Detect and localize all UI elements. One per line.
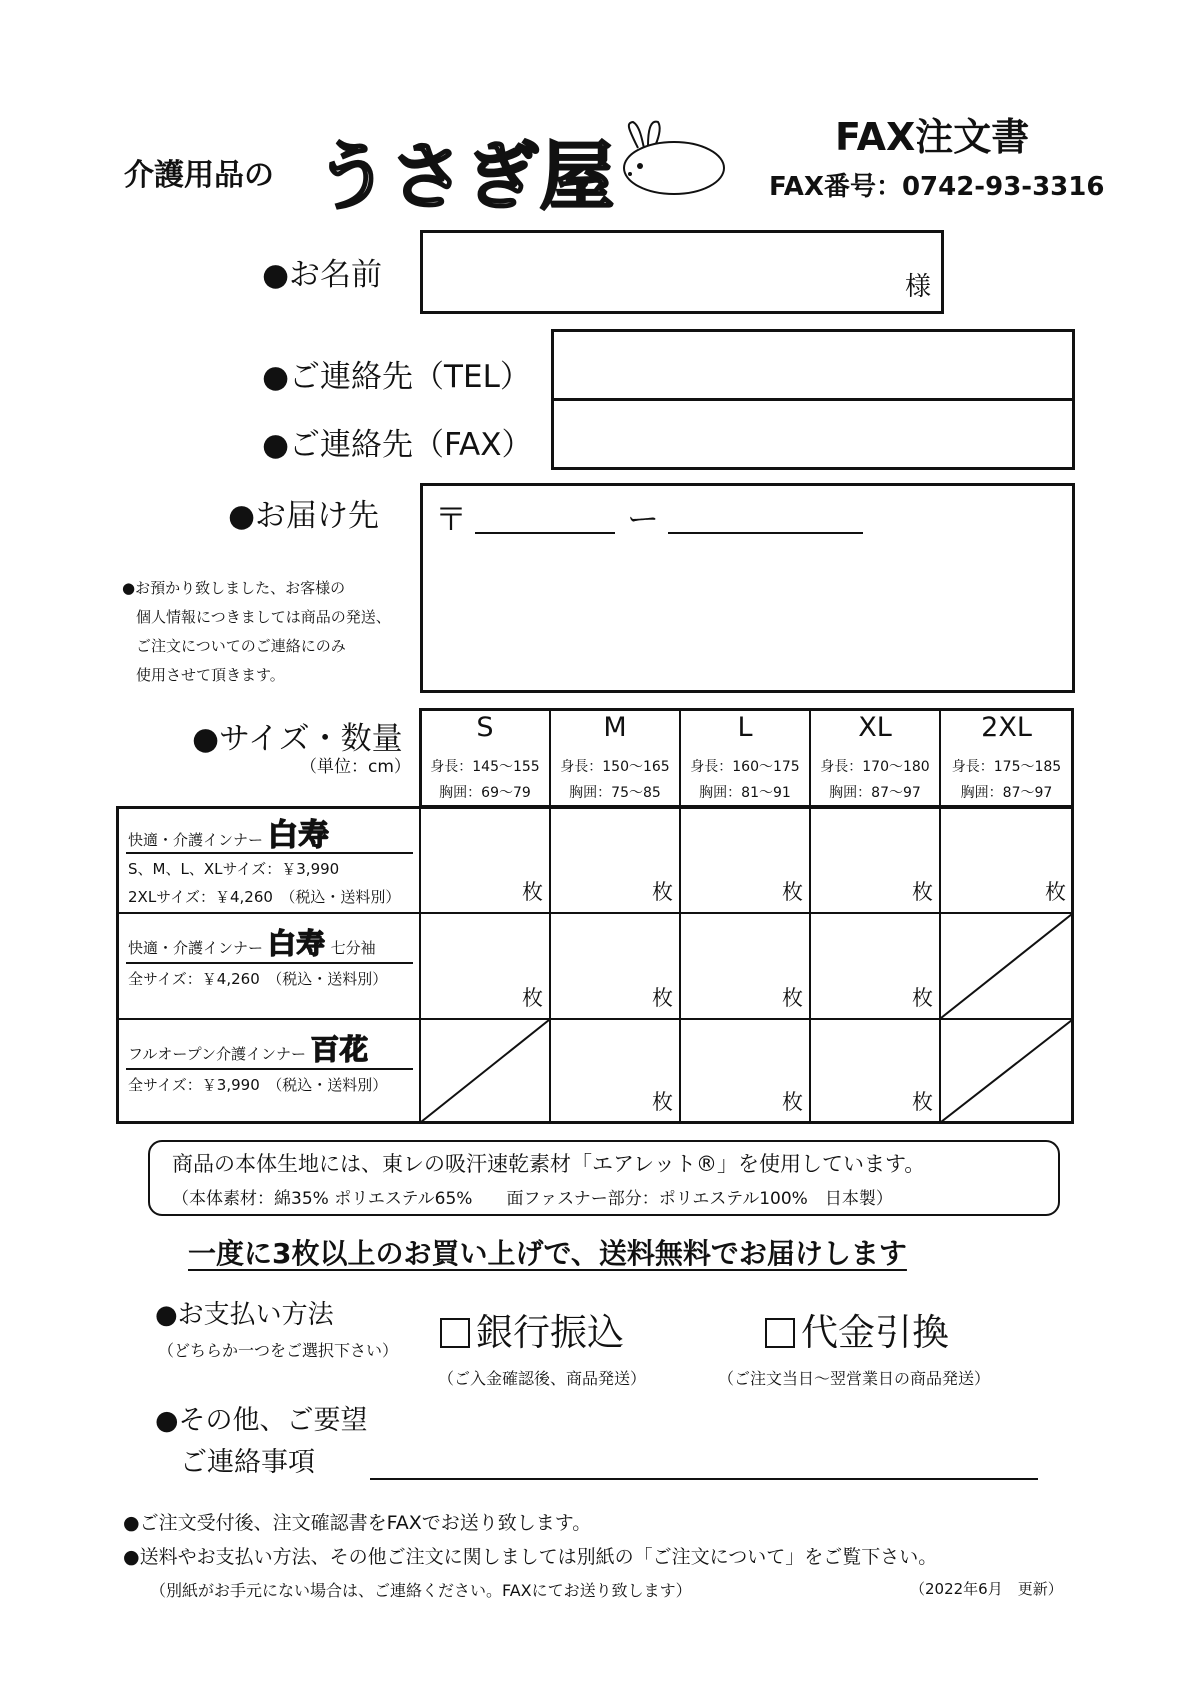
count-unit: 枚 — [652, 1090, 673, 1114]
bank-transfer-checkbox[interactable] — [440, 1318, 470, 1348]
size-quantity-table — [116, 708, 1074, 1124]
count-unit: 枚 — [782, 986, 803, 1010]
product-prefix: フルオープン介護インナー — [128, 1045, 307, 1063]
postal-dash: ー — [627, 500, 660, 538]
qty-cell-hakuju-s[interactable] — [419, 806, 551, 914]
material-note-line2: （本体素材：綿35% ポリエステル65% 面ファスナー部分：ポリエステル100% 日本製） — [172, 1189, 893, 1209]
size-header-2xl: 2XL 身長：175～185 胸囲：87～97 — [939, 708, 1074, 808]
size-header-l: L 身長：160～175 胸囲：81～91 — [679, 708, 811, 808]
update-date: （2022年6月 更新） — [910, 1580, 1063, 1598]
product-underline — [126, 962, 413, 964]
product-underline — [126, 852, 413, 854]
logo-prefix: 介護用品の — [124, 158, 274, 193]
material-note-box — [148, 1140, 1060, 1216]
fax-number: FAX番号：0742-93-3316 — [769, 172, 1105, 202]
cash-on-delivery-note: （ご注文当日～翌営業日の商品発送） — [718, 1369, 991, 1388]
product-price-line: 全サイズ：￥4,260 （税込・送料別） — [128, 970, 388, 988]
bank-transfer-label: 銀行振込 — [476, 1311, 624, 1354]
diagonal-slash — [941, 914, 1072, 1018]
product-prefix: 快適・介護インナー — [128, 831, 264, 849]
diagonal-slash — [421, 1020, 549, 1122]
postal-code-first-line — [475, 532, 615, 534]
size-header-m: M 身長：150～165 胸囲：75～85 — [549, 708, 681, 808]
size-unit: （単位：cm） — [300, 757, 411, 777]
product-price-line: 2XLサイズ：￥4,260 （税込・送料別） — [128, 888, 401, 906]
qty-cell-hakuju-2xl[interactable] — [939, 806, 1074, 914]
privacy-note-line: 使用させて頂きます。 — [136, 666, 285, 684]
qty-cell-hakuju-l[interactable] — [679, 806, 811, 914]
unavailable-cell — [939, 912, 1074, 1020]
postal-mark: 〒 — [435, 500, 468, 538]
count-unit: 枚 — [652, 986, 673, 1010]
count-unit: 枚 — [782, 1090, 803, 1114]
product-prefix: 快適・介護インナー — [128, 939, 264, 957]
privacy-note-line: 個人情報につきましては商品の発送、 — [136, 608, 391, 626]
count-unit: 枚 — [912, 880, 933, 904]
cash-on-delivery-label: 代金引換 — [801, 1311, 949, 1354]
unavailable-cell — [419, 1018, 551, 1124]
footer-note-3: （別紙がお手元にない場合は、ご連絡ください。FAXにてお送り致します） — [150, 1581, 692, 1600]
form-title: FAX注文書 — [835, 115, 1030, 159]
size-header-s: S 身長：145～155 胸囲：69～79 — [419, 708, 551, 808]
privacy-note-line: ご注文についてのご連絡にのみ — [136, 637, 346, 655]
product-suffix: 七分袖 — [330, 939, 376, 957]
product-info-hyakka — [116, 1018, 421, 1124]
product-info-hakuju — [116, 806, 421, 914]
privacy-note-line: ●お預かり致しました、お客様の — [122, 579, 346, 597]
rabbit-logo-icon — [608, 118, 728, 198]
count-unit: 枚 — [782, 880, 803, 904]
qty-cell-hakuju-m[interactable] — [549, 806, 681, 914]
product-brand: 百花 — [310, 1033, 369, 1066]
qty-cell-hyakka-l[interactable] — [679, 1018, 811, 1124]
footer-note-1: ●ご注文受付後、注文確認書をFAXでお送り致します。 — [123, 1512, 592, 1534]
count-unit: 枚 — [912, 986, 933, 1010]
name-label: ●お名前 — [262, 257, 383, 293]
payment-option-cash-on-delivery[interactable] — [765, 1302, 949, 1356]
product-price-line: 全サイズ：￥3,990 （税込・送料別） — [128, 1076, 388, 1094]
count-unit: 枚 — [652, 880, 673, 904]
size-table-label: ●サイズ・数量 — [192, 721, 403, 757]
qty-cell-hyakka-m[interactable] — [549, 1018, 681, 1124]
payment-option-bank-transfer[interactable] — [440, 1302, 624, 1356]
count-unit: 枚 — [522, 880, 543, 904]
cash-on-delivery-checkbox[interactable] — [765, 1318, 795, 1348]
qty-cell-hakuju7-s[interactable] — [419, 912, 551, 1020]
product-info-hakuju-three-quarter — [116, 912, 421, 1020]
count-unit: 枚 — [1045, 880, 1066, 904]
size-header-xl: XL 身長：170～180 胸囲：87～97 — [809, 708, 941, 808]
qty-cell-hakuju7-l[interactable] — [679, 912, 811, 1020]
bank-transfer-note: （ご入金確認後、商品発送） — [438, 1369, 647, 1388]
privacy-note — [122, 574, 391, 690]
address-field[interactable] — [420, 483, 1075, 693]
tel-field[interactable] — [551, 329, 1075, 401]
qty-cell-hakuju7-xl[interactable] — [809, 912, 941, 1020]
footer-note-2: ●送料やお支払い方法、その他ご注文に関しましては別紙の「ご注文について」をご覧下さい。 — [123, 1546, 938, 1568]
logo-name: うさぎ屋 — [315, 134, 615, 220]
other-requests-label: ●その他、ご要望 — [155, 1405, 368, 1436]
fax-label: ●ご連絡先（FAX） — [262, 427, 533, 463]
count-unit: 枚 — [912, 1090, 933, 1114]
free-shipping-banner: 一度に3枚以上のお買い上げで、送料無料でお届けします — [188, 1237, 907, 1270]
fax-field[interactable] — [551, 398, 1075, 470]
unavailable-cell — [939, 1018, 1074, 1124]
product-underline — [126, 1068, 413, 1070]
address-label: ●お届け先 — [228, 498, 380, 534]
name-field[interactable] — [420, 230, 944, 314]
product-price-line: S、M、L、XLサイズ：￥3,990 — [128, 860, 340, 878]
other-requests-line[interactable] — [370, 1478, 1038, 1480]
tel-label: ●ご連絡先（TEL） — [262, 359, 531, 395]
payment-label: ●お支払い方法 — [155, 1300, 334, 1330]
name-suffix: 様 — [904, 272, 931, 302]
count-unit: 枚 — [522, 986, 543, 1010]
qty-cell-hakuju7-m[interactable] — [549, 912, 681, 1020]
qty-cell-hyakka-xl[interactable] — [809, 1018, 941, 1124]
postal-code-second-line — [668, 532, 863, 534]
other-requests-label2: ご連絡事項 — [180, 1447, 315, 1478]
material-note-line1: 商品の本体生地には、東レの吸汗速乾素材「エアレット®」を使用しています。 — [172, 1152, 926, 1176]
diagonal-slash — [941, 1020, 1072, 1122]
payment-sublabel: （どちらか一つをご選択下さい） — [158, 1341, 399, 1360]
product-brand: 白寿 — [267, 927, 326, 960]
product-brand: 白寿 — [267, 818, 330, 853]
qty-cell-hakuju-xl[interactable] — [809, 806, 941, 914]
